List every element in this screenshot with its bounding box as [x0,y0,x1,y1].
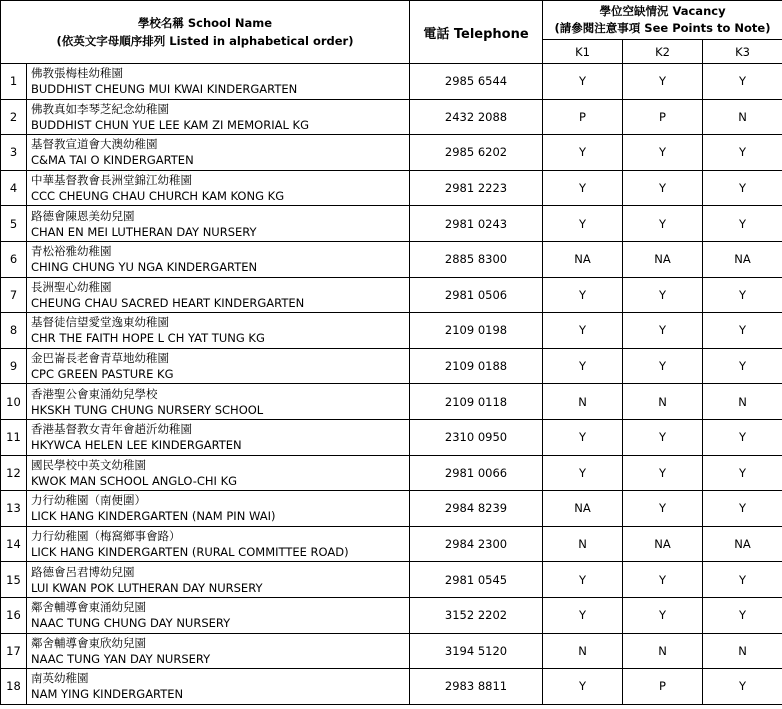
k3-vacancy-cell: Y [703,562,782,598]
telephone-cell: 2432 2088 [410,99,543,135]
school-name-english: LICK HANG KINDERGARTEN (NAM PIN WAI) [31,509,276,524]
k3-vacancy-cell: Y [703,206,782,242]
school-name-chinese: 青松裕雅幼稚園 [31,244,112,259]
school-name-cell [27,313,410,349]
k2-vacancy-cell: Y [623,562,703,598]
telephone-cell: 2983 8811 [410,669,543,705]
school-name-chinese: 佛教張梅桂幼稚園 [31,66,123,81]
k3-vacancy-cell: N [703,99,782,135]
k1-vacancy-cell: Y [543,562,623,598]
k1-vacancy-cell: Y [543,348,623,384]
k2-vacancy-cell: N [623,384,703,420]
table-row [1,669,782,705]
school-name-english: LUI KWAN POK LUTHERAN DAY NURSERY [31,580,263,595]
telephone-cell: 2109 0198 [410,313,543,349]
school-name-cell [27,241,410,277]
telephone-cell: 3194 5120 [410,633,543,669]
table-row [1,562,782,598]
school-name-chinese: 佛教真如李琴芝紀念幼稚園 [31,101,169,116]
telephone-cell: 2985 6544 [410,64,543,100]
k1-header: K1 [543,40,623,64]
k3-vacancy-cell: Y [703,491,782,527]
table-row [1,597,782,633]
row-number: 14 [1,526,27,562]
k2-vacancy-cell: Y [623,348,703,384]
k3-vacancy-cell: Y [703,348,782,384]
school-name-header-line2: (依英文字母順序排列 Listed in alphabetical order) [56,34,354,48]
school-name-cell [27,64,410,100]
k2-vacancy-cell: Y [623,597,703,633]
school-name-header [1,1,410,64]
row-number: 4 [1,170,27,206]
k2-vacancy-cell: Y [623,135,703,171]
telephone-cell: 2984 2300 [410,526,543,562]
row-number: 18 [1,669,27,705]
row-number: 13 [1,491,27,527]
school-name-cell [27,562,410,598]
table-row [1,241,782,277]
row-number: 5 [1,206,27,242]
k3-vacancy-cell: Y [703,669,782,705]
k1-vacancy-cell: N [543,633,623,669]
row-number: 9 [1,348,27,384]
school-name-chinese: 長洲聖心幼稚園 [31,279,112,294]
k3-vacancy-cell: Y [703,455,782,491]
telephone-cell: 2981 0243 [410,206,543,242]
k2-vacancy-cell: NA [623,526,703,562]
k1-vacancy-cell: Y [543,597,623,633]
k3-vacancy-cell: N [703,633,782,669]
telephone-cell: 2981 0506 [410,277,543,313]
school-name-english: CHAN EN MEI LUTHERAN DAY NURSERY [31,224,257,239]
school-name-english: NAAC TUNG YAN DAY NURSERY [31,651,211,666]
k1-vacancy-cell: Y [543,277,623,313]
row-number: 16 [1,597,27,633]
row-number: 15 [1,562,27,598]
k1-vacancy-cell: NA [543,491,623,527]
school-name-cell [27,170,410,206]
k3-vacancy-cell: Y [703,313,782,349]
telephone-header: 電話 Telephone [410,1,543,64]
school-name-cell [27,277,410,313]
telephone-cell: 2310 0950 [410,419,543,455]
k1-vacancy-cell: NA [543,241,623,277]
row-number: 2 [1,99,27,135]
telephone-cell: 2981 0545 [410,562,543,598]
k1-vacancy-cell: N [543,526,623,562]
k3-vacancy-cell: Y [703,135,782,171]
school-name-cell [27,99,410,135]
school-name-cell [27,491,410,527]
school-name-english: CPC GREEN PASTURE KG [31,367,174,382]
school-name-chinese: 路德會呂君博幼兒園 [31,564,135,579]
k1-vacancy-cell: Y [543,135,623,171]
k2-vacancy-cell: Y [623,313,703,349]
school-name-english: LICK HANG KINDERGARTEN (RURAL COMMITTEE ROAD) [31,545,349,560]
k2-vacancy-cell: Y [623,491,703,527]
vacancy-header [543,1,782,40]
school-name-cell [27,633,410,669]
telephone-cell: 2109 0188 [410,348,543,384]
vacancy-header-line2: (請參閱注意事項 See Points to Note) [554,21,771,35]
k2-vacancy-cell: Y [623,170,703,206]
vacancy-header-line1: 學位空缺情況 Vacancy [599,4,726,18]
table-row [1,277,782,313]
school-name-english: BUDDHIST CHUN YUE LEE KAM ZI MEMORIAL KG [31,117,309,132]
k3-header: K3 [703,40,782,64]
k1-vacancy-cell: Y [543,669,623,705]
k1-vacancy-cell: Y [543,455,623,491]
school-name-chinese: 南英幼稚園 [31,671,89,686]
k2-vacancy-cell: Y [623,277,703,313]
table-row [1,633,782,669]
table-row [1,313,782,349]
table-row [1,455,782,491]
school-name-english: HKYWCA HELEN LEE KINDERGARTEN [31,438,242,453]
table-row [1,526,782,562]
telephone-cell: 2985 6202 [410,135,543,171]
school-name-english: NAM YING KINDERGARTEN [31,687,184,702]
school-name-english: HKSKH TUNG CHUNG NURSERY SCHOOL [31,402,264,417]
telephone-cell: 2981 2223 [410,170,543,206]
school-name-english: CHEUNG CHAU SACRED HEART KINDERGARTEN [31,295,305,310]
table-body [1,64,782,705]
k2-vacancy-cell: P [623,99,703,135]
school-name-english: CHING CHUNG YU NGA KINDERGARTEN [31,260,258,275]
table-row [1,64,782,100]
table-row [1,170,782,206]
school-name-cell [27,348,410,384]
school-name-english: NAAC TUNG CHUNG DAY NURSERY [31,616,231,631]
school-name-english: CCC CHEUNG CHAU CHURCH KAM KONG KG [31,189,285,204]
k2-vacancy-cell: N [623,633,703,669]
row-number: 11 [1,419,27,455]
k3-vacancy-cell: NA [703,241,782,277]
table-row [1,348,782,384]
school-name-cell [27,135,410,171]
school-name-chinese: 力行幼稚園（梅窩鄉事會路） [31,529,181,544]
k3-vacancy-cell: Y [703,170,782,206]
k2-vacancy-cell: Y [623,419,703,455]
school-name-chinese: 國民學校中英文幼稚園 [31,457,146,472]
k1-vacancy-cell: Y [543,64,623,100]
telephone-cell: 3152 2202 [410,597,543,633]
school-name-cell [27,526,410,562]
k1-vacancy-cell: P [543,99,623,135]
k2-vacancy-cell: P [623,669,703,705]
k3-vacancy-cell: N [703,384,782,420]
k1-vacancy-cell: N [543,384,623,420]
k1-vacancy-cell: Y [543,313,623,349]
row-number: 7 [1,277,27,313]
telephone-cell: 2885 8300 [410,241,543,277]
school-name-chinese: 鄰舍輔導會東涌幼兒園 [31,600,146,615]
telephone-cell: 2109 0118 [410,384,543,420]
row-number: 3 [1,135,27,171]
telephone-cell: 2981 0066 [410,455,543,491]
k1-vacancy-cell: Y [543,206,623,242]
school-name-chinese: 路德會陳恩美幼兒園 [31,208,135,223]
school-name-chinese: 香港基督教女青年會趙沂幼稚園 [31,422,192,437]
table-row [1,384,782,420]
school-name-cell [27,669,410,705]
row-number: 8 [1,313,27,349]
k2-vacancy-cell: Y [623,64,703,100]
school-name-chinese: 基督徒信望愛堂逸東幼稚園 [31,315,169,330]
school-name-english: C&MA TAI O KINDERGARTEN [31,153,194,168]
row-number: 10 [1,384,27,420]
row-number: 12 [1,455,27,491]
school-name-header-line1: 學校名稱 School Name [137,16,273,30]
school-name-english: BUDDHIST CHEUNG MUI KWAI KINDERGARTEN [31,82,298,97]
school-name-cell [27,597,410,633]
school-name-chinese: 金巴崙長老會青草地幼稚園 [31,351,169,366]
school-name-english: CHR THE FAITH HOPE L CH YAT TUNG KG [31,331,265,346]
school-name-chinese: 力行幼稚園（南便圍） [31,493,146,508]
k3-vacancy-cell: Y [703,64,782,100]
row-number: 6 [1,241,27,277]
school-name-english: KWOK MAN SCHOOL ANGLO-CHI KG [31,473,238,488]
table-row [1,99,782,135]
school-name-chinese: 中華基督教會長洲堂錦江幼稚園 [31,173,192,188]
k2-vacancy-cell: Y [623,455,703,491]
table-row [1,206,782,242]
k3-vacancy-cell: Y [703,419,782,455]
school-name-cell [27,206,410,242]
school-name-chinese: 香港聖公會東涌幼兒學校 [31,386,158,401]
school-name-cell [27,455,410,491]
k3-vacancy-cell: NA [703,526,782,562]
school-name-chinese: 基督教宣道會大澳幼稚園 [31,137,158,152]
school-name-chinese: 鄰舍輔導會東欣幼兒園 [31,635,146,650]
telephone-cell: 2984 8239 [410,491,543,527]
table-row [1,419,782,455]
row-number: 17 [1,633,27,669]
k1-vacancy-cell: Y [543,170,623,206]
school-name-cell [27,419,410,455]
k2-vacancy-cell: NA [623,241,703,277]
k3-vacancy-cell: Y [703,277,782,313]
k1-vacancy-cell: Y [543,419,623,455]
k3-vacancy-cell: Y [703,597,782,633]
table-row [1,491,782,527]
table-row [1,135,782,171]
k2-vacancy-cell: Y [623,206,703,242]
row-number: 1 [1,64,27,100]
school-name-cell [27,384,410,420]
k2-header: K2 [623,40,703,64]
